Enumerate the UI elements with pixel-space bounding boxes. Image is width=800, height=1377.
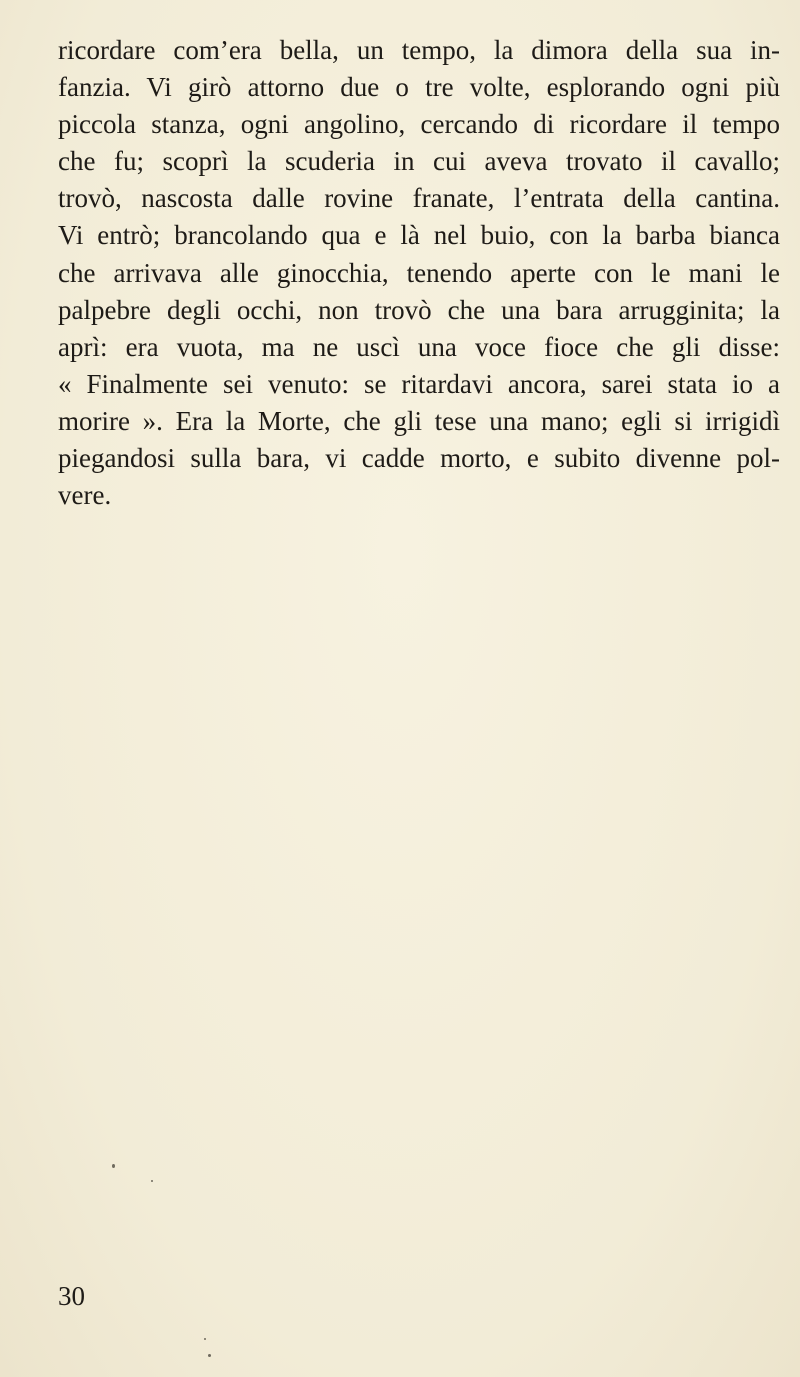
text-line: vere. [58, 480, 112, 511]
body-text [58, 32, 780, 514]
text-line: morire ». Era la Morte, che gli tese una mano; egli si irrigidì [58, 405, 780, 436]
text-line: che fu; scoprì la scuderia in cui aveva trovato il cavallo; [58, 146, 780, 177]
text-line: ricordare com’era bella, un tempo, la dimora della sua in- [58, 35, 780, 65]
text-line: « Finalmente sei venuto: se ritardavi ancora, sarei stata io a [58, 368, 780, 399]
text-line: che arrivava alle ginocchia, tenendo aperte con le mani le [58, 257, 780, 288]
text-line: Vi entrò; brancolando qua e là nel buio, con la barba bianca [58, 220, 780, 251]
text-line: palpebre degli occhi, non trovò che una bara arrugginita; la [58, 294, 780, 325]
page-number: 30 [58, 1281, 85, 1311]
text-line: piegandosi sulla bara, vi cadde morto, e subito divenne pol- [58, 443, 780, 474]
paper-speck [208, 1354, 211, 1357]
text-line: trovò, nascosta dalle rovine franate, l’entrata della cantina. [58, 183, 780, 214]
paper-speck [204, 1338, 206, 1340]
text-line: piccola stanza, ogni angolino, cercando di ricordare il tempo [58, 109, 780, 140]
paper-speck [151, 1180, 153, 1182]
text-line: fanzia. Vi girò attorno due o tre volte, esplorando ogni più [58, 72, 780, 103]
text-line: aprì: era vuota, ma ne uscì una voce fioce che gli disse: [58, 331, 780, 362]
paper-speck [112, 1164, 115, 1168]
